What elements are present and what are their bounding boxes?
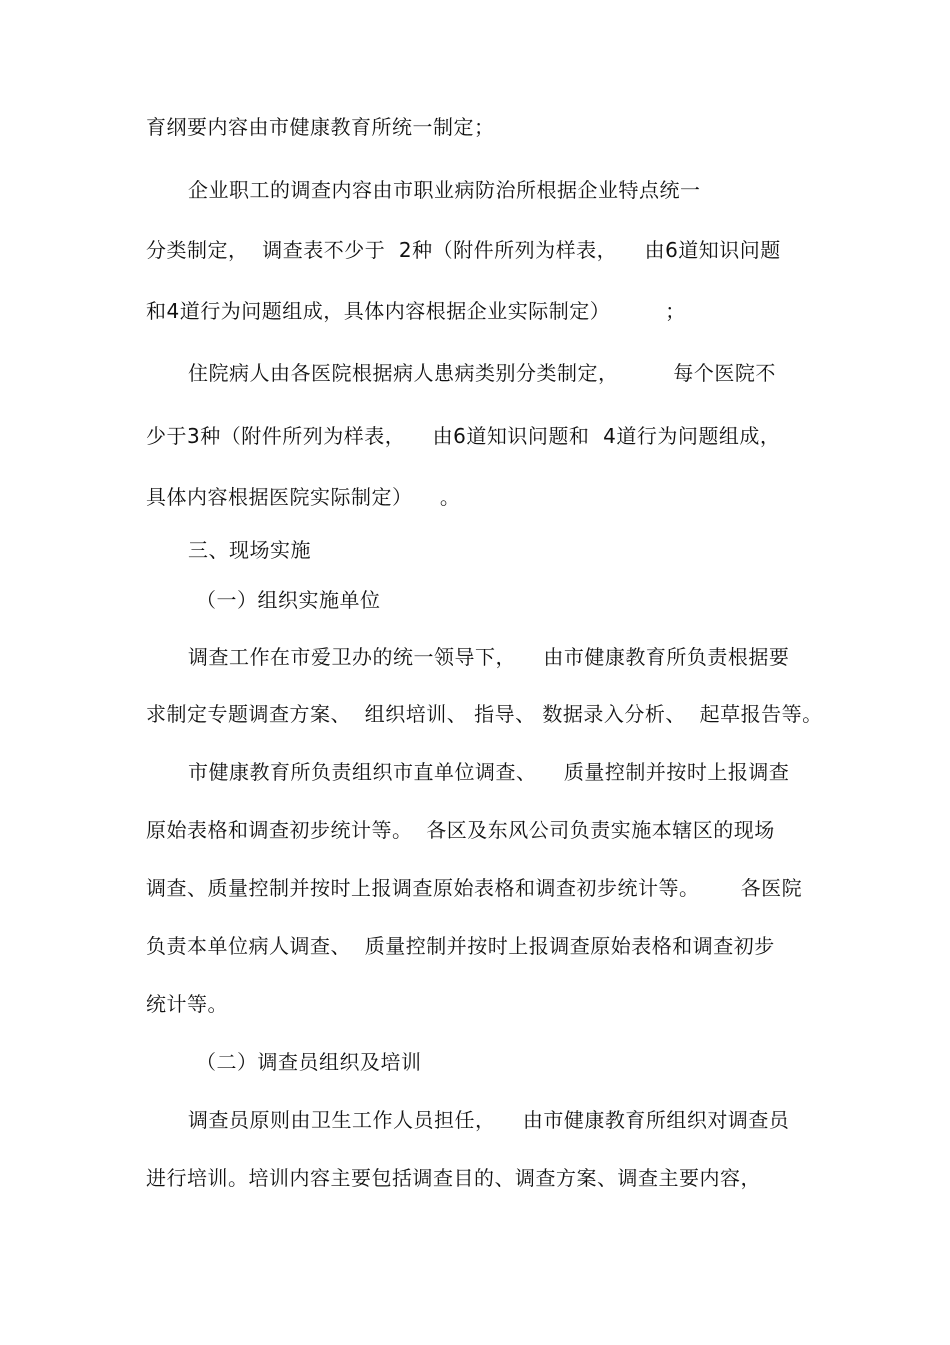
text-line: 住院病人由各医院根据病人患病类别分类制定， 每个医院不	[188, 361, 776, 385]
section-heading: 三、现场实施	[188, 538, 311, 562]
subsection-heading: （二）调查员组织及培训	[196, 1050, 422, 1074]
text-line: 具体内容根据医院实际制定） 。	[146, 485, 461, 509]
text-line: 调查、质量控制并按时上报调查原始表格和调查初步统计等。 各医院	[146, 876, 803, 900]
text-line: 少于3种（附件所列为样表， 由6道知识问题和 4道行为问题组成，	[146, 424, 781, 448]
text-line: 和4道行为问题组成，具体内容根据企业实际制定） ；	[146, 299, 686, 323]
text-line: 市健康教育所负责组织市直单位调查、 质量控制并按时上报调查	[188, 760, 790, 784]
text-line: 进行培训。培训内容主要包括调查目的、调查方案、调查主要内容，	[146, 1166, 761, 1190]
text-line: 负责本单位病人调查、 质量控制并按时上报调查原始表格和调查初步	[146, 934, 775, 958]
text-line: 育纲要内容由市健康教育所统一制定；	[146, 115, 495, 139]
text-line: 原始表格和调查初步统计等。 各区及东风公司负责实施本辖区的现场	[146, 818, 775, 842]
subsection-heading: （一）组织实施单位	[196, 588, 381, 612]
text-line: 企业职工的调查内容由市职业病防治所根据企业特点统一	[188, 178, 701, 202]
text-line: 求制定专题调查方案、 组织培训、 指导、 数据录入分析、 起草报告等。	[146, 702, 823, 726]
text-line: 分类制定， 调查表不少于 2种（附件所列为样表， 由6道知识问题	[146, 238, 781, 262]
text-line: 调查工作在市爱卫办的统一领导下， 由市健康教育所负责根据要	[188, 645, 790, 669]
text-line: 调查员原则由卫生工作人员担任， 由市健康教育所组织对调查员	[188, 1108, 790, 1132]
text-line: 统计等。	[146, 992, 228, 1016]
